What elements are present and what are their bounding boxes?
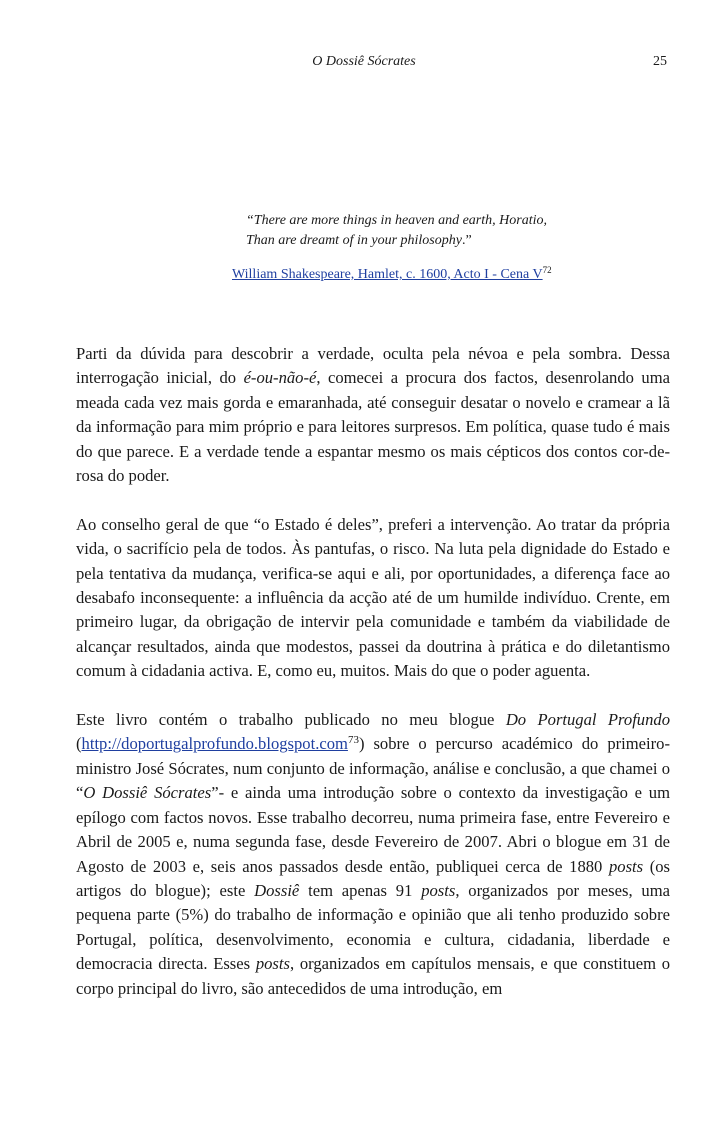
paragraph-1 xyxy=(76,342,670,488)
attribution-source[interactable]: William Shakespeare, Hamlet, c. 1600, Acto I - Cena V xyxy=(232,267,543,282)
epigraph-line-2-text: Than are dreamt of in your philosophy xyxy=(246,233,462,248)
p3-text-c: ”- e ainda uma introdução sobre o contexto da investigação e um epílogo com factos novos. Esse trabalho decorreu, numa primeira fase, entre Fevereiro e Abril de 2005 e, numa segunda fase, desde Fevereiro de 2007. Abri o blogue em 31 de Agosto de 2003 e, seis anos passados desde então, publiquei cerca de 1880 xyxy=(76,783,670,876)
p3-text-g: , organizados em capítulos mensais, e que constituem o corpo principal do livro, são antecedidos de uma introdução, em xyxy=(76,954,670,998)
body-text xyxy=(76,342,670,1025)
posts-term-3: posts xyxy=(255,954,290,974)
posts-term-2: posts xyxy=(421,880,456,900)
p3-text-e: tem apenas 91 xyxy=(299,880,422,900)
posts-term-1: posts xyxy=(608,856,644,876)
page-number: 25 xyxy=(653,54,667,69)
blog-link[interactable]: http://doportugalprofundo.blogspot.com xyxy=(81,734,348,754)
epigraph-line-2-end: .” xyxy=(461,233,472,248)
p3-open-paren: ( xyxy=(76,734,82,754)
paragraph-3 xyxy=(76,708,670,1001)
epigraph-quote xyxy=(246,211,666,251)
p3-text-b: ) sobre o percurso académico do primeiro-ministro José Sócrates, num conjunto de informação, análise e conclusão, a que chamei o “ xyxy=(76,734,670,803)
p3-text-d: (os artigos do blogue); este xyxy=(76,856,670,900)
p3-text-f: , organizados por meses, uma pequena parte (5%) do trabalho de informação e opinião que ali tenho produzido sobre Portugal, política, desenvolvimento, economia e cultura, cidadania, liberdade e democracia directa. Esses xyxy=(76,880,670,974)
p3-text-a: Este livro contém o trabalho publicado no meu blogue xyxy=(76,710,506,730)
footnote-ref-72[interactable]: 72 xyxy=(542,265,552,275)
running-title: O Dossiê Sócrates xyxy=(312,54,416,69)
p1-text-b: , comecei a procura dos factos, desenrolando uma meada cada vez mais gorda e emaranhada, até conseguir desatar o novelo e cramear a lã da informação para mim próprio e para leitores surpresos. Em política, quase tudo é mais do que parece. E a verdade tende a espantar mesmo os mais cépticos dos contos cor-de-rosa do poder. xyxy=(76,368,670,486)
epigraph-line-2 xyxy=(246,231,666,251)
paragraph-2: Ao conselho geral de que “o Estado é deles”, preferi a intervenção. Ao tratar da própria vida, o sacrifício pela de todos. Às pantufas, o risco. Na luta pela dignidade do Estado e pela tentativa da mudança, verifica-se aqui e ali, por oportunidades, a diferença face ao desabafo inconsequente: a influência da acção até de um humilde indivíduo. Crente, em primeiro lugar, da obrigação de intervir pela comunidade e também da viabilidade de alcançar resultados, ainda que modestos, passei da doutrina à prática e do diletantismo comum à cidadania activa. E, como eu, muitos. Mais do que o poder aguenta. xyxy=(76,514,670,681)
p1-text-a: Parti da dúvida para descobrir a verdade, oculta pela névoa e pela sombra. Dessa interrogação inicial, do xyxy=(76,344,670,388)
epigraph-attribution xyxy=(232,265,672,285)
epigraph-line-1: “There are more things in heaven and earth, Horatio, xyxy=(246,213,547,228)
p1-emphasis: é-ou-não-é xyxy=(243,368,317,388)
footnote-ref-73[interactable]: 73 xyxy=(347,734,359,747)
dossie-term: Dossiê xyxy=(254,880,300,900)
book-title: O Dossiê Sócrates xyxy=(83,783,212,803)
blog-name: Do Portugal Profundo xyxy=(505,710,670,730)
running-header xyxy=(0,54,728,76)
